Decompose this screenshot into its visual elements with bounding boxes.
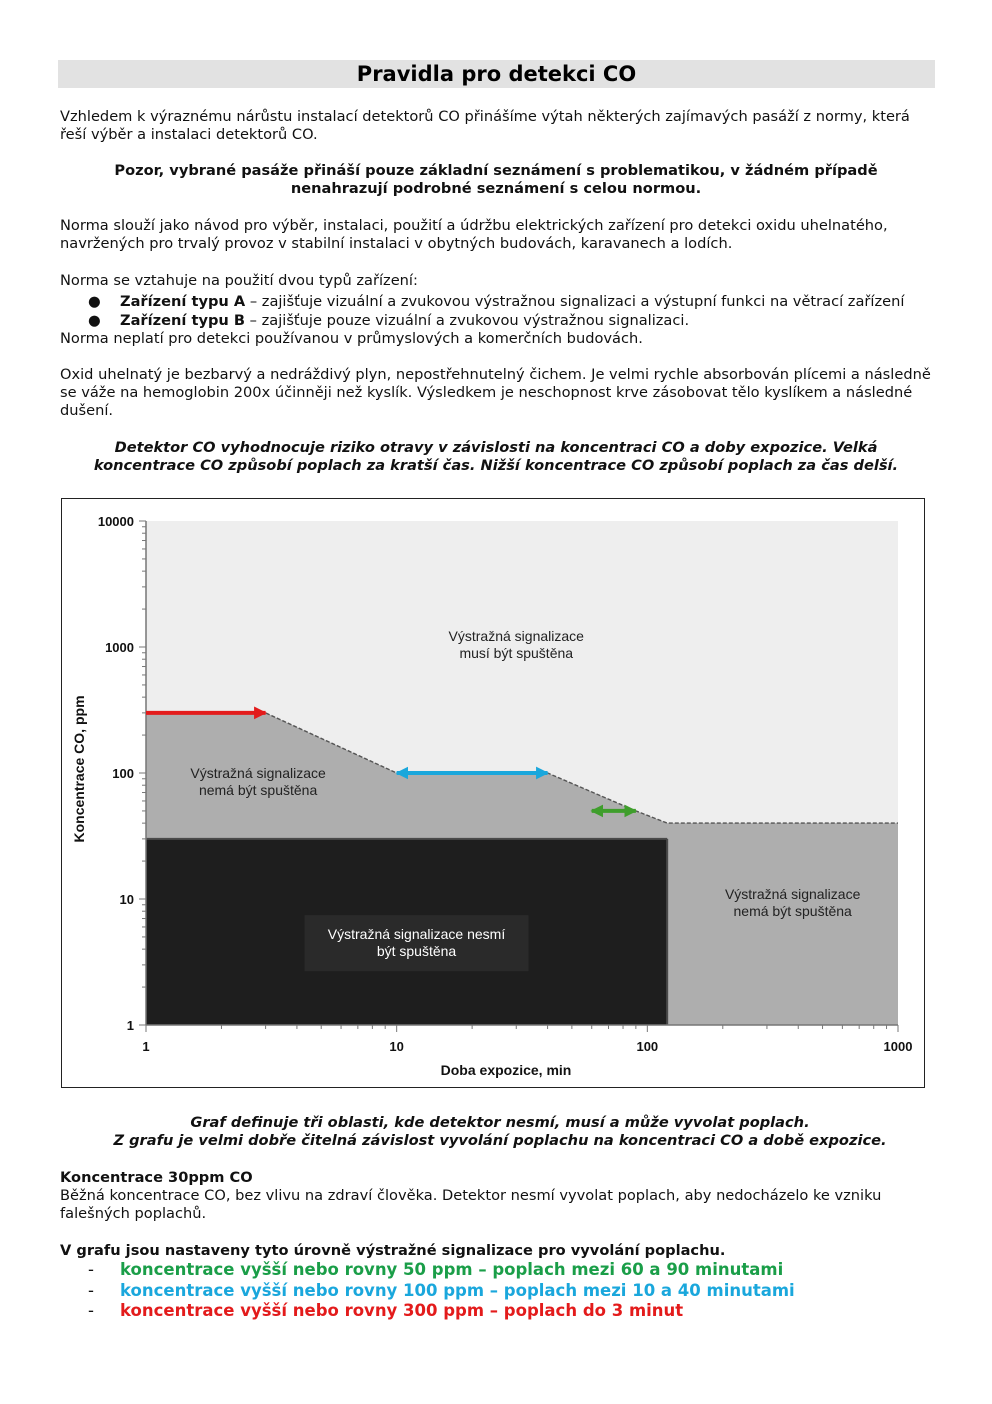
y-tick-label: 10000 [97, 514, 134, 529]
device-type-name: Zařízení typu A [120, 293, 246, 310]
region-label-line: nemá být spuštěna [198, 781, 318, 798]
dash-marker: - [88, 1301, 94, 1320]
y-tick-label: 1000 [105, 640, 134, 655]
co-info-paragraph: Oxid uhelnatý je bezbarvý a nedráždivý plyn, nepostřehnutelný čichem. Je velmi rychle absorbován plícemi a následně se váže na hemoglobin 200x účinněji než kyslík. Výsledkem je neschopnost krve zásobovat tělo kyslíkem a následné dušení. [60, 366, 931, 419]
alarm-levels-list [60, 1260, 940, 1322]
alarm-level-item [60, 1260, 940, 1281]
y-tick-label: 100 [112, 766, 134, 781]
alarm-level-text: koncentrace vyšší nebo rovny 50 ppm – poplach mezi 60 a 90 minutami [120, 1260, 784, 1279]
page-title: Pravidla pro detekci CO [58, 60, 935, 88]
x-tick-label: 1000 [883, 1039, 913, 1054]
chart-caption-line1: Graf definuje tři oblasti, kde detektor nesmí, musí a může vyvolat poplach. [190, 1114, 810, 1131]
dash-marker: - [88, 1280, 94, 1300]
types-intro: Norma se vztahuje na použití dvou typů zařízení: [60, 272, 418, 289]
co-alarm-chart [61, 498, 925, 1088]
region-label-line: být spuštěna [376, 943, 457, 960]
region-label-line: Výstražná signalizace nesmí [327, 926, 506, 943]
device-types-list [60, 292, 940, 330]
warning-paragraph: Pozor, vybrané pasáže přináší pouze základní seznámení s problematikou, v žádném případě nenahrazují podrobné seznámení s celou normou. [114, 162, 878, 197]
y-axis-label: Koncentrace CO, ppm [71, 695, 87, 843]
bullet-icon: ● [88, 312, 101, 329]
region-label-line: Výstražná signalizace [448, 628, 584, 644]
device-type-text: – zajišťuje pouze vizuální a zvukovou výstražnou signalizaci. [245, 312, 690, 329]
intro-paragraph: Vzhledem k výraznému nárůstu instalací detektorů CO přinášíme výtah některých zajímavých pasáží z normy, která řeší výběr a instalaci detektorů CO. [60, 108, 910, 143]
x-axis-label: Doba expozice, min [440, 1062, 572, 1078]
y-tick-label: 10 [119, 892, 134, 907]
list-item [60, 311, 940, 330]
device-type-name: Zařízení typu B [120, 312, 246, 329]
region-label-line: nemá být spuštěna [733, 902, 852, 919]
detector-note: Detektor CO vyhodnocuje riziko otravy v závislosti na koncentraci CO a doby expozice. Velká koncentrace CO způsobí poplach za kratší čas. Nižší koncentrace CO způsobí poplach za čas delší. [93, 439, 899, 474]
dash-marker: - [88, 1260, 94, 1279]
alarm-level-text: koncentrace vyšší nebo rovny 100 ppm – poplach mezi 10 a 40 minutami [120, 1280, 795, 1300]
region-label-line: Výstražná signalizace [724, 885, 861, 902]
alarm-level-item [60, 1281, 940, 1302]
region-label-line: musí být spuštěna [459, 645, 574, 661]
y-tick-label: 1 [126, 1018, 134, 1033]
x-tick-label: 1 [142, 1039, 150, 1054]
concentration-heading: Koncentrace 30ppm CO [60, 1169, 253, 1186]
chart-caption-line2: Z grafu je velmi dobře čitelná závislost vyvolání poplachu na koncentraci CO a době expozice. [113, 1132, 887, 1149]
alarm-level-item [60, 1301, 940, 1322]
region-label [449, 628, 585, 661]
levels-heading: V grafu jsou nastaveny tyto úrovně výstražné signalizace pro vyvolání poplachu. [60, 1242, 726, 1259]
types-outro: Norma neplatí pro detekci používanou v průmyslových a komerčních budovách. [60, 330, 643, 347]
scope-paragraph: Norma slouží jako návod pro výběr, instalaci, použití a údržbu elektrických zařízení pro detekci oxidu uhelnatého, navržených pro trvalý provoz v stabilní instalaci v obytných budovách, karavanech a lodích. [60, 217, 888, 252]
alarm-level-text: koncentrace vyšší nebo rovny 300 ppm – poplach do 3 minut [120, 1301, 684, 1320]
region-label [190, 765, 326, 798]
chart-svg [62, 499, 924, 1087]
device-type-text: – zajišťuje vizuální a zvukovou výstražnou signalizaci a výstupní funkci na větrací zařízení [245, 293, 905, 310]
x-tick-label: 10 [389, 1039, 404, 1054]
x-tick-label: 100 [636, 1039, 659, 1054]
bullet-icon: ● [88, 293, 101, 310]
concentration-text: Běžná koncentrace CO, bez vlivu na zdraví člověka. Detektor nesmí vyvolat poplach, aby nedocházelo ke vzniku falešných poplachů. [60, 1187, 882, 1222]
region-label-line: Výstražná signalizace [190, 764, 326, 781]
region-label [725, 886, 861, 919]
list-item [60, 292, 940, 311]
